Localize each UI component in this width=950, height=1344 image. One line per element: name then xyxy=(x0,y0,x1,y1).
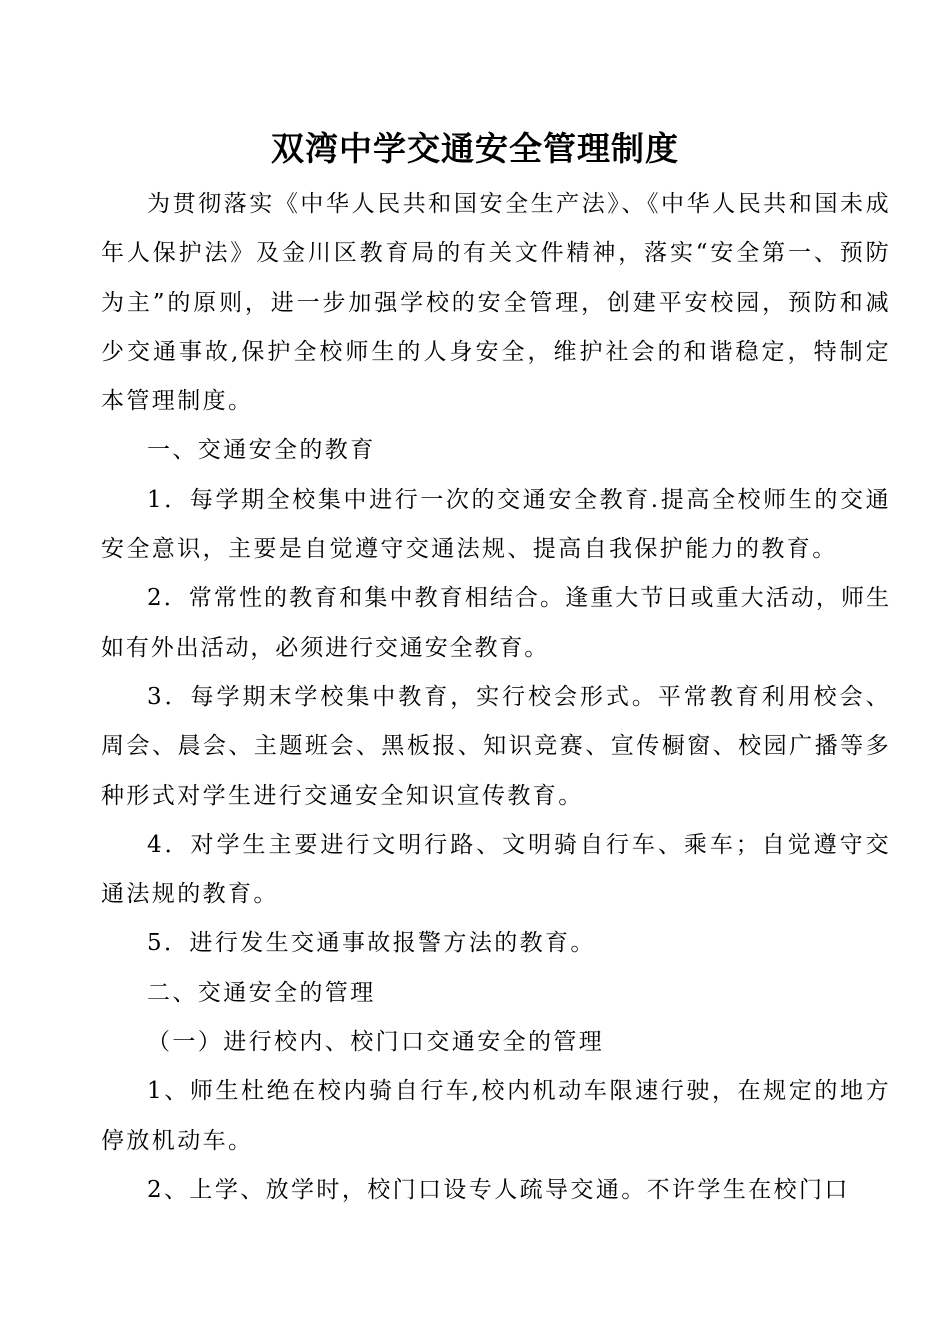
paragraph-item-1: 1．每学期全校集中进行一次的交通安全教育.提高全校师生的交通安全意识，主要是自觉遵守交通法规、提高自我保护能力的教育。 xyxy=(101,486,891,563)
section-heading-education: 一、交通安全的教育 xyxy=(147,437,376,464)
paragraph-item-3: 3．每学期末学校集中教育，实行校会形式。平常教育利用校会、周会、晨会、主题班会、黑板报、知识竞赛、宣传橱窗、校园广播等多种形式对学生进行交通安全知识宣传教育。 xyxy=(101,683,891,809)
paragraph-campus-1: 1、师生杜绝在校内骑自行车,校内机动车限速行驶，在规定的地方停放机动车。 xyxy=(101,1078,891,1154)
paragraph-item-5: 5．进行发生交通事故报警方法的教育。 xyxy=(147,930,596,957)
document-body xyxy=(101,180,891,1215)
paragraph-item-4: 4．对学生主要进行文明行路、文明骑自行车、乘车；自觉遵守交通法规的教育。 xyxy=(101,831,891,908)
paragraph-campus-2: 2、上学、放学时，校门口设专人疏导交通。不许学生在校门口 xyxy=(147,1176,850,1203)
section-heading-management: 二、交通安全的管理 xyxy=(147,979,376,1006)
paragraph-item-2: 2．常常性的教育和集中教育相结合。逢重大节日或重大活动，师生如有外出活动，必须进行交通安全教育。 xyxy=(101,585,891,661)
subsection-heading-campus: （一）进行校内、校门口交通安全的管理 xyxy=(147,1029,605,1056)
paragraph-intro: 为贯彻落实《中华人民共和国安全生产法》、《中华人民共和国未成年人保护法》及金川区教育局的有关文件精神，落实“安全第一、预防为主”的原则，进一步加强学校的安全管理，创建平安校园，预防和减少交通事故,保护全校师生的人身安全，维护社会的和谐稳定，特制定本管理制度。 xyxy=(101,191,891,415)
document-title: 双湾中学交通安全管理制度 xyxy=(271,129,679,168)
